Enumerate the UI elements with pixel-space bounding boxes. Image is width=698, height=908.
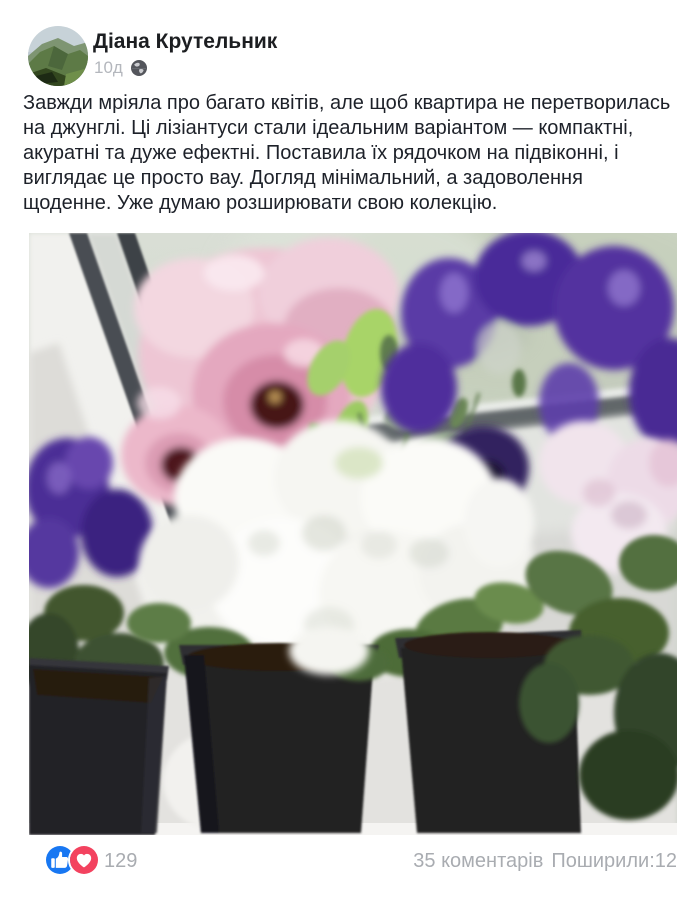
avatar[interactable]	[28, 26, 88, 86]
post-body-line: Завжди мріяла про багато квітів, але щоб квартира не перетворилась	[23, 92, 671, 114]
shares-count[interactable]: Поширили:12	[551, 850, 677, 872]
post-image[interactable]	[29, 233, 677, 835]
post-meta	[94, 57, 148, 79]
post-body-line: виглядає це просто вау. Догляд мінімальний, а задоволення	[23, 167, 583, 189]
post-body-line: щоденне. Уже думаю розширювати свою колекцію.	[23, 192, 498, 214]
love-icon[interactable]	[70, 846, 98, 874]
comments-count[interactable]: 35 коментарів	[413, 850, 544, 872]
author-name[interactable]: Діана Крутельник	[93, 30, 278, 53]
mountain-photo-icon	[28, 26, 88, 86]
reaction-count[interactable]: 129	[104, 850, 138, 872]
post-body-line: на джунглі. Ці лізіантуси стали ідеальним варіантом — компактні,	[23, 117, 634, 139]
flowers-windowsill-photo	[29, 233, 677, 835]
timestamp[interactable]: 10д	[94, 58, 123, 77]
globe-icon	[130, 59, 148, 77]
post-body-line: акуратні та дуже ефектні. Поставила їх рядочком на підвіконні, і	[23, 142, 619, 164]
comments-shares	[413, 849, 677, 873]
post-body	[23, 91, 681, 216]
